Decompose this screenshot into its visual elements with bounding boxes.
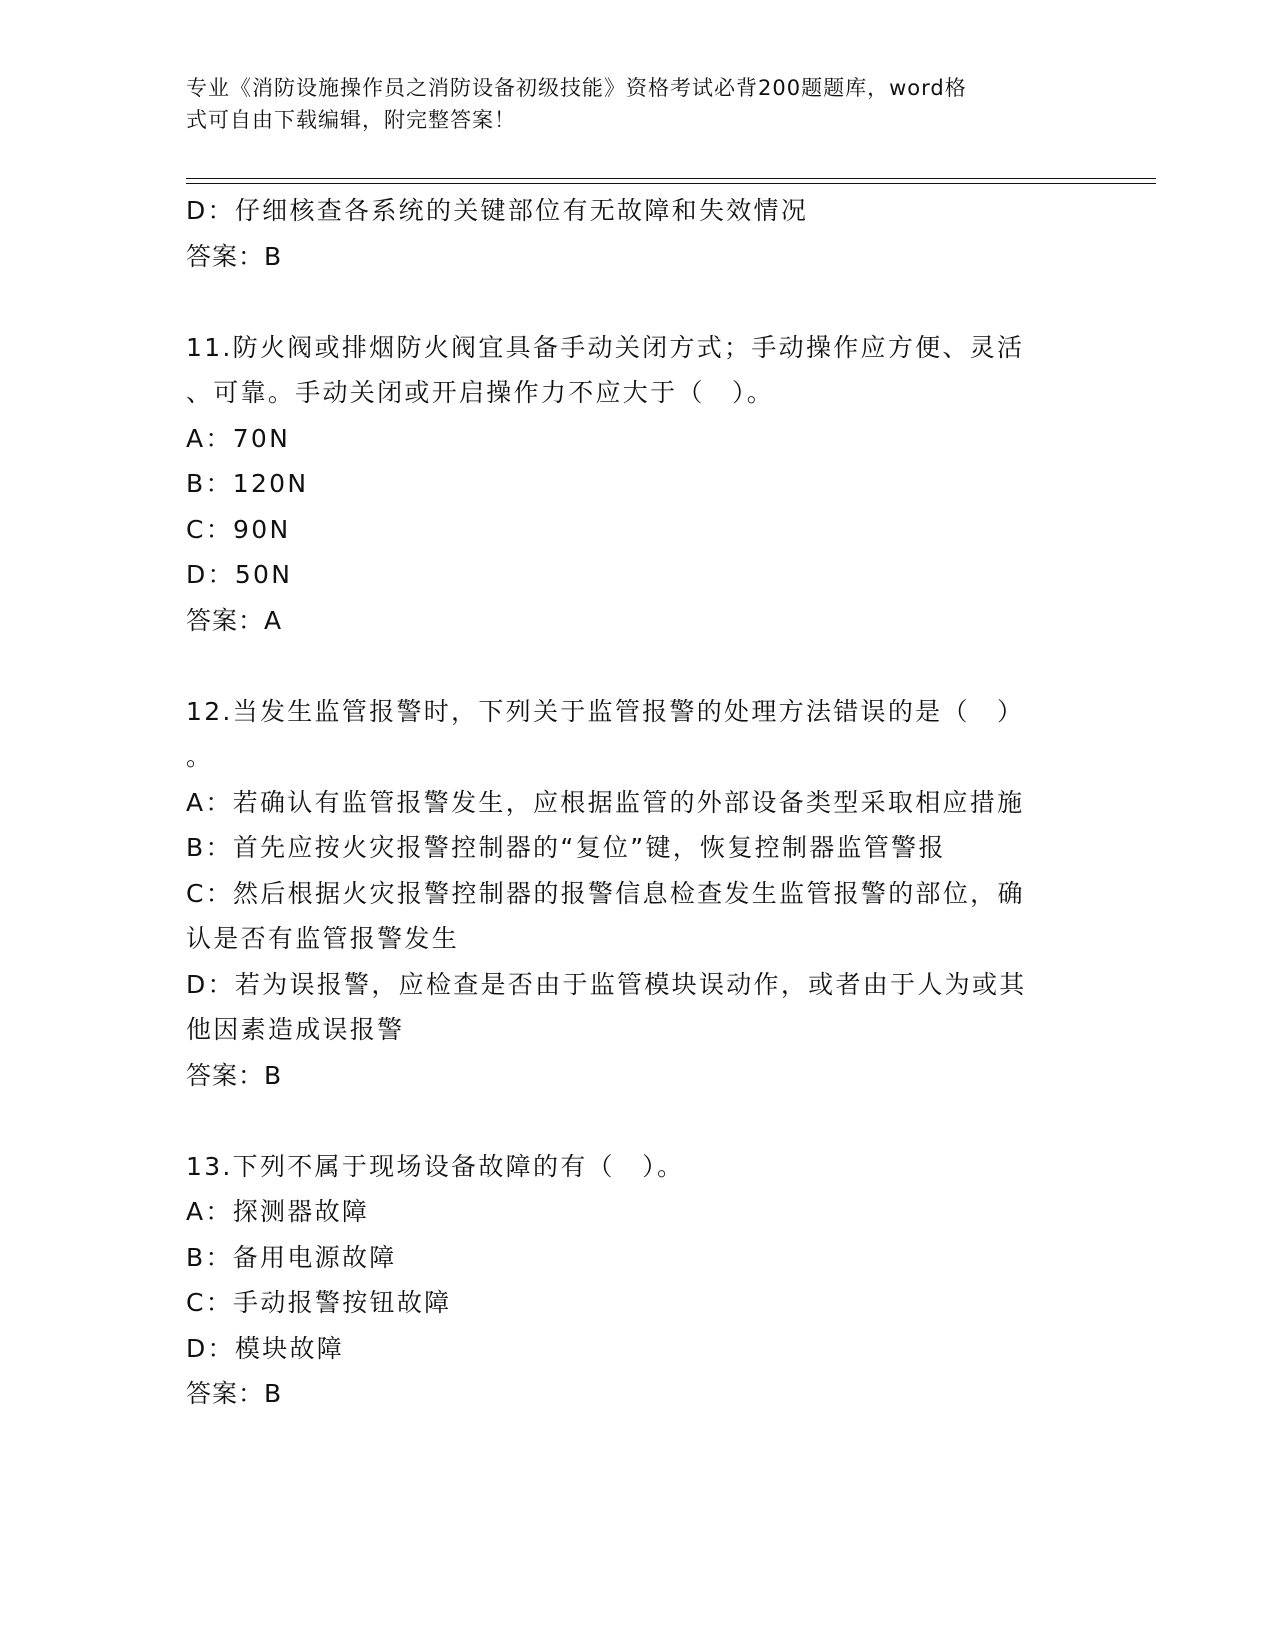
question-13-option-a: A：探测器故障 [186,1197,370,1226]
spacer [186,279,1066,325]
header-rule-bottom [186,183,1156,184]
question-12-option-c-line-2: 认是否有监管报警发生 [186,924,460,953]
question-12-option-d-line-1: D：若为误报警，应检查是否由于监管模块误动作，或者由于人为或其 [186,969,1027,999]
question-12-option-b: B：首先应按火灾报警控制器的“复位”键，恢复控制器监管警报 [186,833,946,862]
prev-answer: 答案：B [186,241,283,271]
question-12-text-line-2: 。 [186,742,214,771]
question-11-option-b: B：120N [186,469,309,498]
prev-option-d: D：仔细核查各系统的关键部位有无故障和失效情况 [186,196,809,225]
document-body [186,188,1066,1417]
question-13-option-c: C：手动报警按钮故障 [186,1288,452,1317]
document-header: 专业《消防设施操作员之消防设备初级技能》资格考试必背200题题库，word格 式可自由下载编辑，附完整答案！ [186,76,967,132]
question-13 [186,1144,1066,1417]
spacer [186,643,1066,689]
question-12-option-d-line-2: 他因素造成误报警 [186,1015,405,1044]
question-13-option-b: B：备用电源故障 [186,1242,397,1272]
question-12-option-a: A：若确认有监管报警发生，应根据监管的外部设备类型采取相应措施 [186,787,1025,817]
question-11-option-a: A：70N [186,423,291,453]
question-11 [186,325,1066,644]
header-rule-top [186,178,1156,179]
question-13-text-line-1: 13.下列不属于现场设备故障的有（ ）。 [186,1151,685,1181]
question-11-option-c: C：90N [186,514,291,544]
spacer [186,1098,1066,1144]
question-12 [186,689,1066,1099]
question-11-option-d: D：50N [186,560,293,589]
question-11-text-line-1: 11.防火阀或排烟防火阀宜具备手动关闭方式；手动操作应方便、灵活 [186,332,1025,362]
question-12-option-c-line-1: C：然后根据火灾报警控制器的报警信息检查发生监管报警的部位，确 [186,878,1025,908]
question-12-text-line-1: 12.当发生监管报警时，下列关于监管报警的处理方法错误的是（ ） [186,696,1025,726]
question-12-answer: 答案：B [186,1060,283,1090]
question-11-answer: 答案：A [186,605,283,635]
question-13-option-d: D：模块故障 [186,1333,345,1363]
question-13-answer: 答案：B [186,1379,283,1408]
question-11-text-line-2: 、可靠。手动关闭或开启操作力不应大于（ ）。 [186,378,775,407]
